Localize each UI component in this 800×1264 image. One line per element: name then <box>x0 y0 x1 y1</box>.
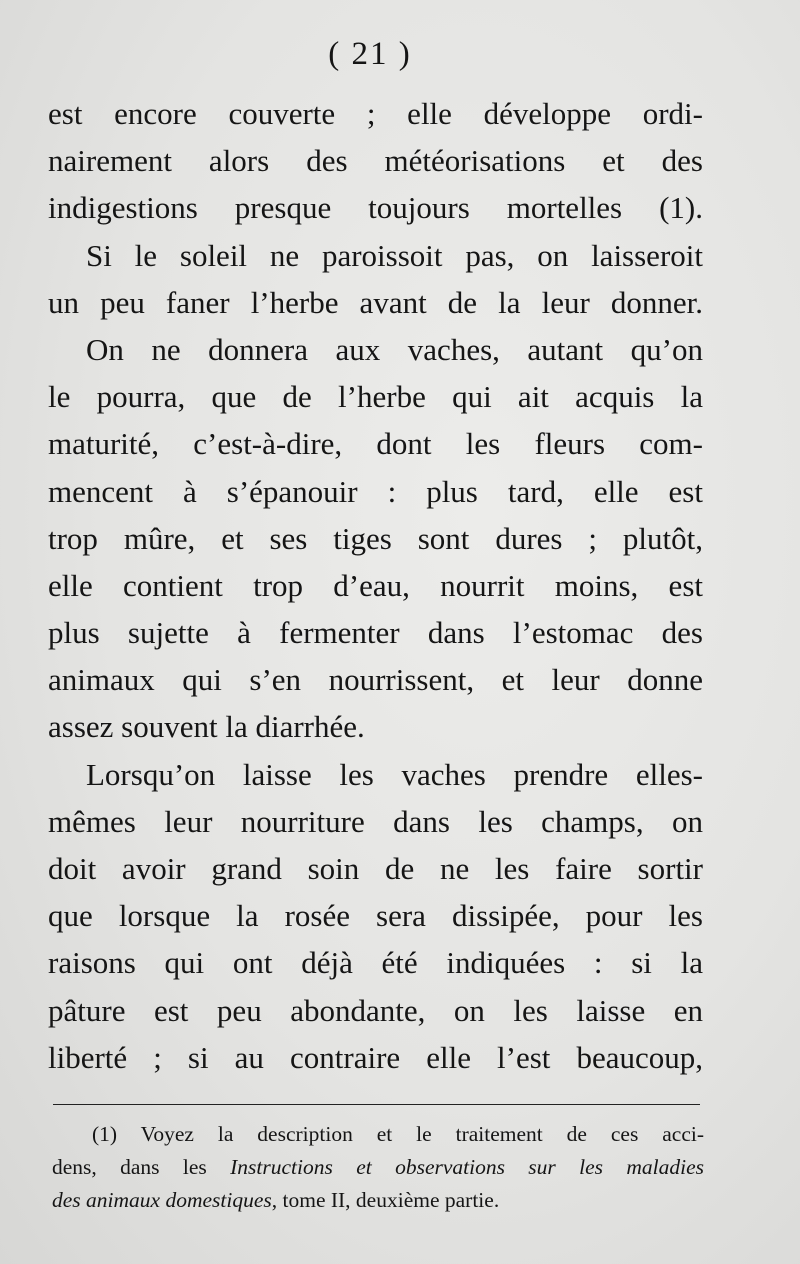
text-line: indigestions presque toujours mortelles (1). <box>48 190 703 226</box>
text-line: Lorsqu’on laisse les vaches prendre elles- <box>86 756 703 792</box>
text-line: plus sujette à fermenter dans l’estomac des <box>48 615 703 651</box>
page-number: ( 21 ) <box>328 36 412 72</box>
text-line: pâture est peu abondante, on les laisse en <box>48 992 703 1028</box>
text-line: mêmes leur nourriture dans les champs, on <box>48 803 703 839</box>
text-line: trop mûre, et ses tiges sont dures ; plutôt, <box>48 520 703 556</box>
text-line: que lorsque la rosée sera dissipée, pour les <box>48 898 703 934</box>
footnote-italic-title: Instructions et observations sur les maladies <box>230 1155 705 1179</box>
text-line: maturité, c’est-à-dire, dont les fleurs com- <box>48 426 703 462</box>
footnote-line <box>52 1151 704 1184</box>
footnote-text: dens, dans les <box>52 1155 231 1179</box>
text-line: mencent à s’épanouir : plus tard, elle est <box>48 473 703 509</box>
text-line: le pourra, que de l’herbe qui ait acquis la <box>48 379 703 415</box>
text-line: un peu faner l’herbe avant de la leur donner. <box>48 284 703 320</box>
footnote-italic-title: des animaux domestiques <box>52 1188 272 1212</box>
footnote-text: , tome II, deuxième partie. <box>271 1188 500 1212</box>
footnote-line <box>52 1184 704 1217</box>
footnote-divider <box>53 1104 700 1105</box>
body-text <box>48 90 703 1081</box>
text-line: nairement alors des météorisations et des <box>48 143 703 179</box>
text-line: On ne donnera aux vaches, autant qu’on <box>86 331 703 367</box>
text-line: assez souvent la diarrhée. <box>48 709 365 745</box>
text-line: animaux qui s’en nourrissent, et leur donne <box>48 662 703 698</box>
text-line: est encore couverte ; elle développe ordi- <box>48 96 703 131</box>
text-line: doit avoir grand soin de ne les faire sortir <box>48 851 703 886</box>
text-line: liberté ; si au contraire elle l’est beaucoup, <box>48 1039 703 1075</box>
footnote-line: (1) Voyez la description et le traitement de ces acci- <box>92 1122 704 1146</box>
footnote <box>52 1118 704 1217</box>
text-line: elle contient trop d’eau, nourrit moins, est <box>48 567 703 603</box>
text-line: raisons qui ont déjà été indiquées : si la <box>48 945 703 981</box>
text-line: Si le soleil ne paroissoit pas, on laisseroit <box>86 237 703 273</box>
